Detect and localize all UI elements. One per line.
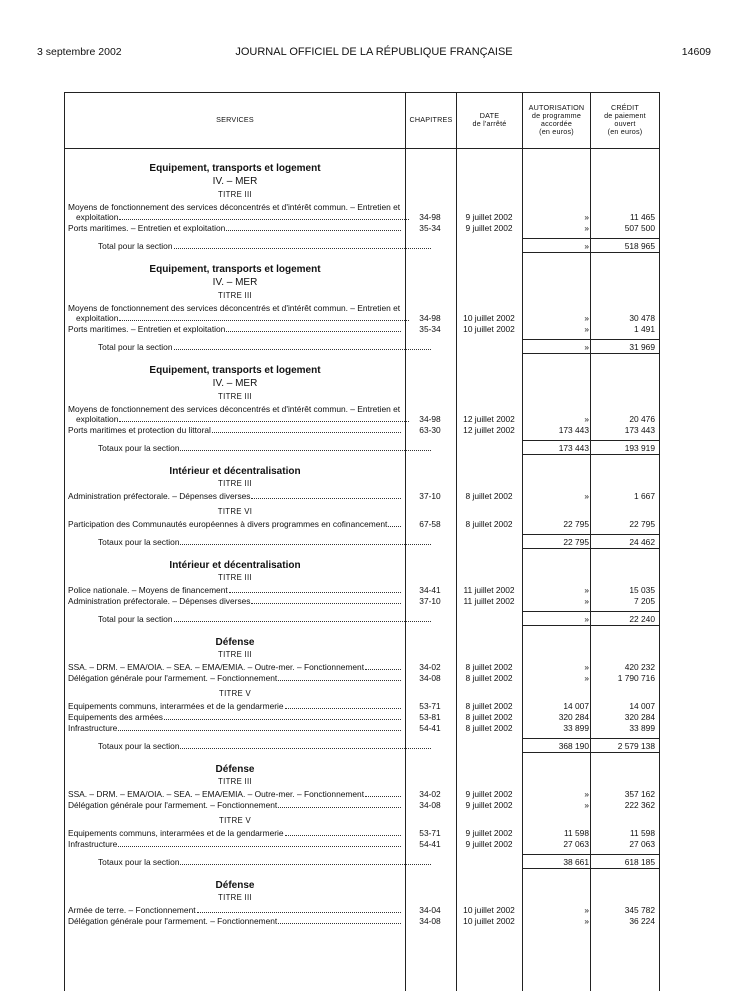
dot-leader [285, 708, 401, 709]
dot-leader [278, 680, 401, 681]
autorisation-value: 33 899 [563, 723, 589, 733]
dot-leader [180, 748, 431, 749]
service-text: exploitation [76, 313, 119, 323]
arrete-date: 11 juillet 2002 [463, 596, 515, 606]
chapter-number: 53-71 [419, 701, 441, 711]
total-rule [523, 252, 659, 253]
autorisation-value: » [584, 324, 589, 334]
service-label [68, 585, 402, 595]
header-page-number: 14609 [681, 46, 711, 58]
service-label [68, 905, 402, 915]
service-text: Ports maritimes. – Entretien et exploitation [68, 324, 226, 334]
total-autorisation: » [584, 241, 589, 251]
service-label [68, 537, 432, 547]
autorisation-value: 320 284 [558, 712, 589, 722]
service-label [68, 789, 402, 799]
titre-heading: TITRE III [218, 777, 252, 786]
autorisation-value: » [584, 673, 589, 683]
service-text: Participation des Communautés européennes à divers programmes en cofinancement [68, 519, 388, 529]
autorisation-value: 173 443 [558, 425, 589, 435]
titre-heading: TITRE III [218, 479, 252, 488]
arrete-date: 11 juillet 2002 [463, 585, 515, 595]
dot-leader [180, 864, 431, 865]
service-label [68, 839, 402, 849]
chapter-number: 35-34 [419, 223, 441, 233]
total-credit: 618 185 [624, 857, 655, 867]
credit-value: 30 478 [629, 313, 655, 323]
chapter-number: 34-02 [419, 662, 441, 672]
credit-value: 7 205 [634, 596, 655, 606]
section-title: Défense [215, 880, 255, 891]
credit-value: 36 224 [629, 916, 655, 926]
credit-value: 33 899 [629, 723, 655, 733]
arrete-date: 10 juillet 2002 [463, 313, 515, 323]
header-title: JOURNAL OFFICIEL DE LA RÉPUBLIQUE FRANÇAISE [235, 46, 513, 58]
credit-value: 15 035 [629, 585, 655, 595]
titre-heading: TITRE III [218, 893, 252, 902]
col-header-credit: CRÉDIT de paiement ouvert (en euros) [604, 103, 646, 136]
section-title: Défense [215, 764, 255, 775]
total-credit: 2 579 138 [617, 741, 655, 751]
total-rule [523, 625, 659, 626]
autorisation-value: » [584, 800, 589, 810]
titre-heading: TITRE VI [217, 507, 253, 516]
dot-leader [118, 730, 401, 731]
credit-value: 222 362 [624, 800, 655, 810]
chapter-number: 34-98 [419, 212, 441, 222]
total-autorisation: 38 661 [563, 857, 589, 867]
service-text: SSA. – DRM. – EMA/OIA. – SEA. – EMA/EMIA. – Outre-mer. – Fonctionnement [68, 662, 365, 672]
service-label [68, 324, 402, 334]
total-rule [523, 353, 659, 354]
service-label [68, 800, 402, 810]
service-text: Totaux pour la section [98, 741, 180, 751]
total-credit: 24 462 [629, 537, 655, 547]
arrete-date: 9 juillet 2002 [465, 828, 513, 838]
arrete-date: 12 juillet 2002 [463, 425, 515, 435]
credit-value: 11 598 [630, 828, 655, 838]
col-header-autorisation: AUTORISATION de programme accordée (en euros) [528, 103, 585, 136]
chapter-number: 54-41 [419, 839, 441, 849]
dot-leader [119, 320, 409, 321]
service-text: exploitation [76, 414, 119, 424]
arrete-date: 8 juillet 2002 [465, 519, 513, 529]
arrete-date: 10 juillet 2002 [463, 916, 515, 926]
service-label [68, 342, 432, 352]
service-text: Infrastructure [68, 839, 118, 849]
credit-value: 27 063 [629, 839, 655, 849]
credit-value: 420 232 [624, 662, 655, 672]
total-rule [523, 868, 659, 869]
total-rule [523, 548, 659, 549]
autorisation-value: 11 598 [564, 828, 589, 838]
arrete-date: 9 juillet 2002 [465, 800, 513, 810]
service-label [68, 712, 402, 722]
service-text: Total pour la section [98, 342, 173, 352]
autorisation-value: » [584, 916, 589, 926]
service-text: Délégation générale pour l'armement. – Fonctionnement [68, 673, 278, 683]
service-text: Ports maritimes. – Entretien et exploitation [68, 223, 226, 233]
arrete-date: 10 juillet 2002 [463, 324, 515, 334]
chapter-number: 54-41 [419, 723, 441, 733]
autorisation-value: » [584, 905, 589, 915]
autorisation-value: » [584, 491, 589, 501]
service-text: Totaux pour la section [98, 537, 180, 547]
chapter-number: 35-34 [419, 324, 441, 334]
col-header-services: SERVICES [216, 115, 254, 124]
service-text: Total pour la section [98, 614, 173, 624]
service-label: Moyens de fonctionnement des services déconcentrés et d'intérêt commun. – Entretien et [68, 404, 401, 414]
section-subtitle: IV. – MER [212, 378, 258, 389]
service-text: Totaux pour la section [98, 857, 180, 867]
total-rule [523, 611, 659, 612]
total-rule [523, 752, 659, 753]
autorisation-value: » [584, 789, 589, 799]
dot-leader [174, 621, 432, 622]
dot-leader [180, 544, 431, 545]
chapter-number: 34-08 [419, 673, 441, 683]
section-title: Equipement, transports et logement [149, 163, 321, 174]
service-text: exploitation [76, 212, 119, 222]
dot-leader [229, 592, 401, 593]
chapter-number: 34-02 [419, 789, 441, 799]
section-title: Intérieur et décentralisation [169, 466, 301, 477]
chapter-number: 34-08 [419, 800, 441, 810]
titre-heading: TITRE III [218, 573, 252, 582]
service-label [68, 223, 402, 233]
arrete-date: 9 juillet 2002 [465, 212, 513, 222]
service-label [68, 828, 402, 838]
table-body [65, 149, 659, 991]
chapter-number: 34-98 [419, 313, 441, 323]
service-label: Moyens de fonctionnement des services déconcentrés et d'intérêt commun. – Entretien et [68, 303, 401, 313]
credit-value: 173 443 [624, 425, 655, 435]
autorisation-value: 27 063 [563, 839, 589, 849]
autorisation-value: » [584, 662, 589, 672]
service-label [68, 857, 432, 867]
service-label: Moyens de fonctionnement des services déconcentrés et d'intérêt commun. – Entretien et [68, 202, 401, 212]
service-text: Equipements communs, interarmées et de la gendarmerie [68, 828, 284, 838]
credit-value: 20 476 [629, 414, 655, 424]
dot-leader [174, 349, 432, 350]
section-title: Equipement, transports et logement [149, 264, 321, 275]
service-label [68, 596, 402, 606]
chapter-number: 37-10 [419, 596, 441, 606]
autorisation-value: » [584, 212, 589, 222]
col-header-chapitres: CHAPITRES [409, 115, 453, 124]
service-label [68, 313, 410, 323]
chapter-number: 34-98 [419, 414, 441, 424]
total-credit: 31 969 [629, 342, 655, 352]
arrete-date: 8 juillet 2002 [465, 662, 513, 672]
section-subtitle: IV. – MER [212, 176, 258, 187]
section-title: Intérieur et décentralisation [169, 560, 301, 571]
arrete-date: 8 juillet 2002 [465, 701, 513, 711]
total-autorisation: 368 190 [558, 741, 589, 751]
total-rule [523, 738, 659, 739]
credit-value: 1 790 716 [617, 673, 655, 683]
service-label [68, 443, 432, 453]
dot-leader [174, 248, 432, 249]
dot-leader [365, 796, 401, 797]
dot-leader [388, 526, 401, 527]
total-rule [523, 238, 659, 239]
autorisation-value: 14 007 [563, 701, 589, 711]
dot-leader [180, 450, 431, 451]
service-label [68, 701, 402, 711]
dot-leader [164, 719, 401, 720]
chapter-number: 67-58 [419, 519, 441, 529]
dot-leader [278, 923, 401, 924]
autorisation-value: » [584, 585, 589, 595]
section-title: Défense [215, 637, 255, 648]
dot-leader [226, 230, 401, 231]
total-rule [523, 854, 659, 855]
total-credit: 22 240 [629, 614, 655, 624]
dot-leader [365, 669, 401, 670]
service-text: Equipements communs, interarmées et de la gendarmerie [68, 701, 284, 711]
total-rule [523, 440, 659, 441]
dot-leader [285, 835, 401, 836]
service-label [68, 614, 432, 624]
col-header-date: DATE de l'arrêté [472, 111, 507, 128]
dot-leader [226, 331, 401, 332]
service-label [68, 425, 402, 435]
service-text: SSA. – DRM. – EMA/OIA. – SEA. – EMA/EMIA. – Outre-mer. – Fonctionnement [68, 789, 365, 799]
arrete-date: 12 juillet 2002 [463, 414, 515, 424]
total-rule [523, 454, 659, 455]
service-text: Délégation générale pour l'armement. – Fonctionnement [68, 800, 278, 810]
total-credit: 518 965 [624, 241, 655, 251]
credit-value: 11 465 [630, 212, 655, 222]
dot-leader [118, 846, 401, 847]
titre-heading: TITRE III [218, 650, 252, 659]
arrete-date: 8 juillet 2002 [465, 712, 513, 722]
dot-leader [119, 219, 409, 220]
chapter-number: 34-41 [419, 585, 441, 595]
chapter-number: 53-81 [419, 712, 441, 722]
service-label [68, 916, 402, 926]
service-label [68, 414, 410, 424]
dot-leader [278, 807, 401, 808]
service-text: Infrastructure [68, 723, 118, 733]
titre-heading: TITRE III [218, 392, 252, 401]
credit-value: 14 007 [629, 701, 655, 711]
service-label [68, 741, 432, 751]
titre-heading: TITRE III [218, 291, 252, 300]
dot-leader [197, 912, 401, 913]
autorisation-value: » [584, 596, 589, 606]
service-label [68, 662, 402, 672]
service-text: Armée de terre. – Fonctionnement [68, 905, 196, 915]
chapter-number: 53-71 [419, 828, 441, 838]
service-text: Ports maritimes et protection du littoral [68, 425, 211, 435]
arrete-date: 9 juillet 2002 [465, 789, 513, 799]
chapter-number: 63-30 [419, 425, 441, 435]
credit-value: 345 782 [624, 905, 655, 915]
credit-value: 357 162 [624, 789, 655, 799]
credits-table [64, 92, 660, 991]
service-label [68, 673, 402, 683]
autorisation-value: 22 795 [563, 519, 589, 529]
total-rule [523, 534, 659, 535]
arrete-date: 10 juillet 2002 [463, 905, 515, 915]
service-text: Administration préfectorale. – Dépenses diverses [68, 491, 251, 501]
arrete-date: 8 juillet 2002 [465, 491, 513, 501]
credit-value: 1 491 [634, 324, 655, 334]
service-text: Administration préfectorale. – Dépenses diverses [68, 596, 251, 606]
arrete-date: 8 juillet 2002 [465, 673, 513, 683]
autorisation-value: » [584, 414, 589, 424]
chapter-number: 37-10 [419, 491, 441, 501]
dot-leader [251, 498, 401, 499]
service-label [68, 241, 432, 251]
titre-heading: TITRE V [219, 689, 251, 698]
total-credit: 193 919 [624, 443, 655, 453]
service-label [68, 491, 402, 501]
total-rule [523, 339, 659, 340]
credit-value: 22 795 [629, 519, 655, 529]
service-label [68, 723, 402, 733]
credit-value: 1 667 [634, 491, 655, 501]
dot-leader [212, 432, 401, 433]
chapter-number: 34-08 [419, 916, 441, 926]
total-autorisation: » [584, 614, 589, 624]
total-autorisation: 173 443 [558, 443, 589, 453]
section-title: Equipement, transports et logement [149, 365, 321, 376]
credit-value: 320 284 [624, 712, 655, 722]
arrete-date: 9 juillet 2002 [465, 223, 513, 233]
arrete-date: 9 juillet 2002 [465, 839, 513, 849]
titre-heading: TITRE III [218, 190, 252, 199]
service-text: Délégation générale pour l'armement. – Fonctionnement [68, 916, 278, 926]
credit-value: 507 500 [624, 223, 655, 233]
service-text: Police nationale. – Moyens de financement [68, 585, 228, 595]
autorisation-value: » [584, 313, 589, 323]
titre-heading: TITRE V [219, 816, 251, 825]
dot-leader [251, 603, 401, 604]
total-autorisation: » [584, 342, 589, 352]
autorisation-value: » [584, 223, 589, 233]
service-text: Total pour la section [98, 241, 173, 251]
service-label [68, 212, 410, 222]
section-subtitle: IV. – MER [212, 277, 258, 288]
header-date: 3 septembre 2002 [37, 46, 122, 58]
service-text: Totaux pour la section [98, 443, 180, 453]
chapter-number: 34-04 [419, 905, 441, 915]
arrete-date: 8 juillet 2002 [465, 723, 513, 733]
service-label [68, 519, 402, 529]
total-autorisation: 22 795 [563, 537, 589, 547]
service-text: Equipements des armées [68, 712, 163, 722]
dot-leader [119, 421, 409, 422]
